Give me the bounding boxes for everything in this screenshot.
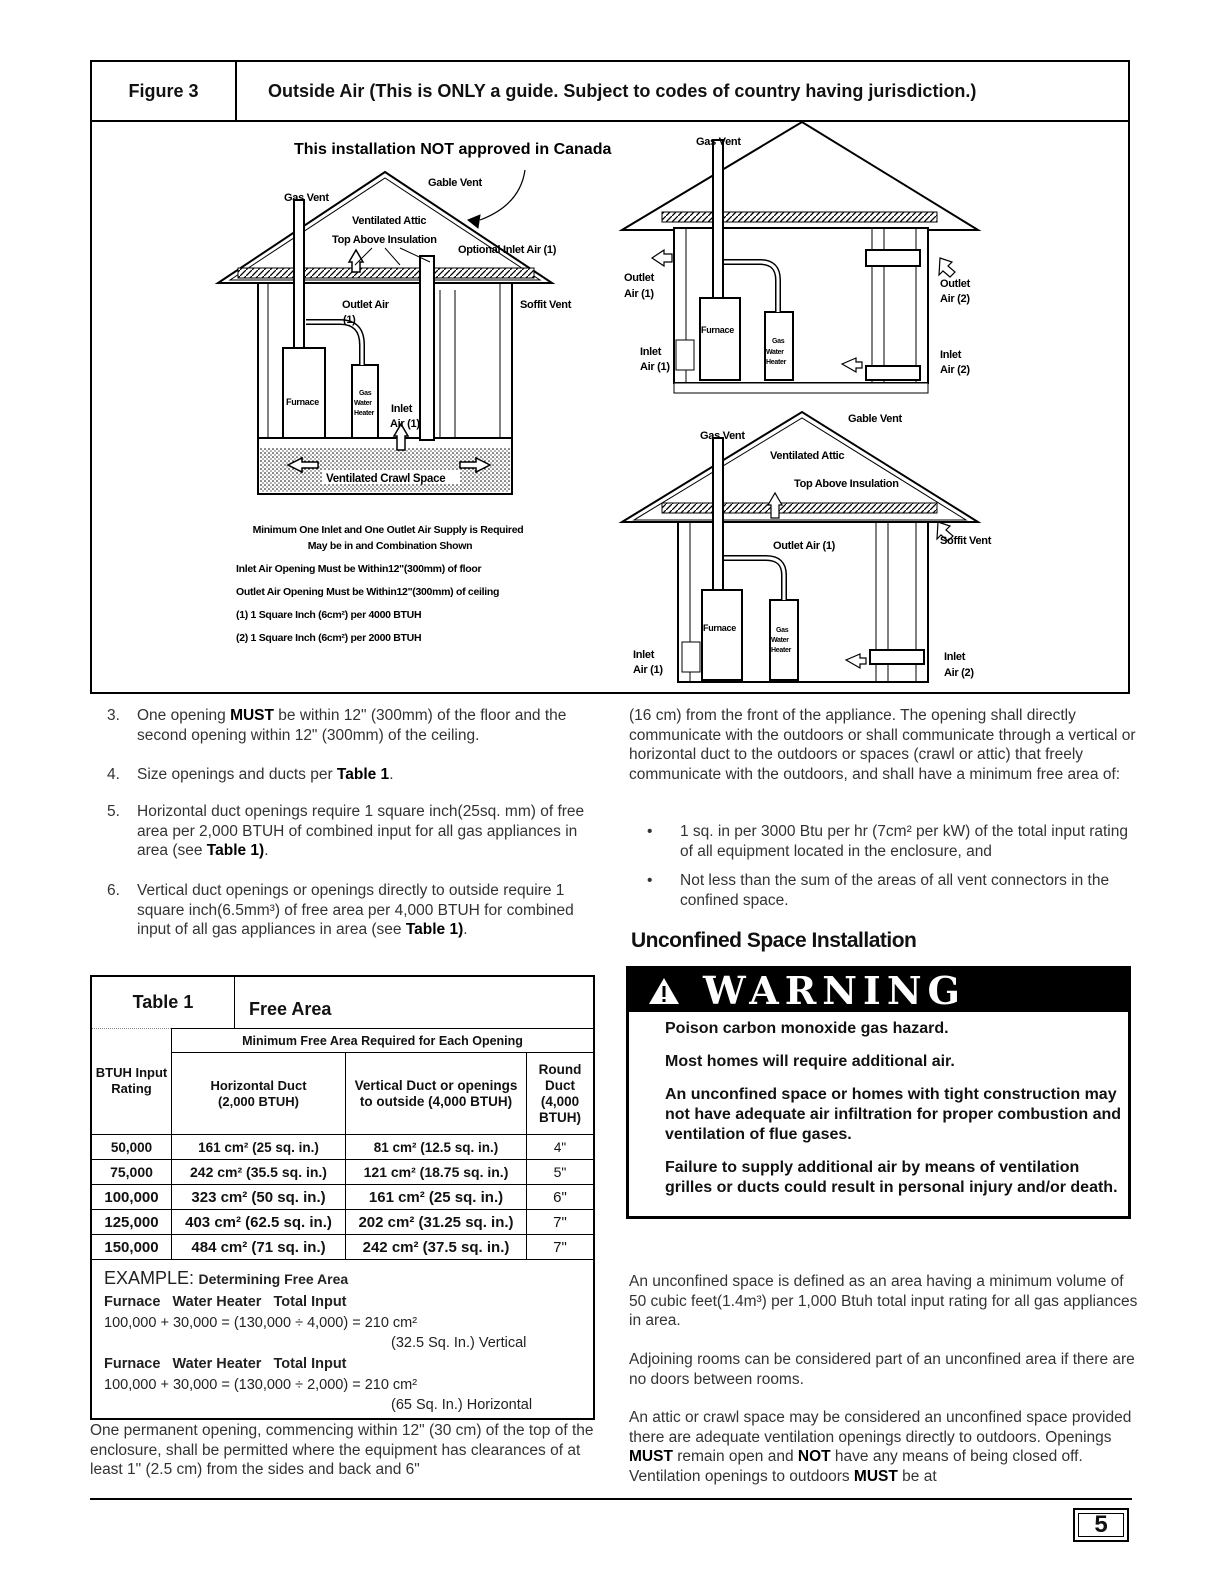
rb-label-ventilated-attic: Ventilated Attic <box>770 450 845 462</box>
rb-label-top-above: Top Above Insulation <box>794 478 899 490</box>
rb-label-furnace: Furnace <box>703 623 736 633</box>
table-row: 100,000 323 cm² (50 sq. in.) 161 cm² (25 sq. in.) 6" <box>92 1185 593 1210</box>
rb-label-inlet-left-1: Inlet <box>633 649 655 661</box>
rt-label-inlet-left-1: Inlet <box>640 346 662 358</box>
label-ventilated-attic: Ventilated Attic <box>352 215 427 227</box>
label-outlet-air: Outlet Air <box>342 299 389 311</box>
warning-text: Poison carbon monoxide gas hazard. Most homes will require additional air. An unconfined space or homes with tight construction may not have adequate air infiltration for proper combustion and ventilation of flue gases. Failure to supply additional air by means of ventilation grilles or ducts could result in personal injury and/or death. <box>665 1020 1122 1196</box>
note-2: May be in and Combination Shown <box>307 540 473 552</box>
label-inlet-air-num: Air (1) <box>390 418 420 430</box>
rt-label-furnace: Furnace <box>701 325 734 335</box>
table-tag: Table 1 <box>92 977 235 1029</box>
warning-word: WARNING <box>703 967 967 1013</box>
bullet-1: 1 sq. in per 3000 Btu per hr (7cm² per kW) of the total input rating of all equipment located in the enclosure, and <box>680 823 1128 860</box>
rb-label-heater-heater: Heater <box>771 647 791 654</box>
col-vertical: Vertical Duct or openings to outside (4,000 BTUH) <box>346 1053 527 1135</box>
label-gas-vent: Gas Vent <box>284 192 329 204</box>
rt-label-heater-heater: Heater <box>766 359 786 366</box>
rb-label-gable-vent: Gable Vent <box>848 413 902 425</box>
list-item-5: 5. Horizontal duct openings require 1 square inch(25sq. mm) of free area per 2,000 BTUH of combined input for all gas appliances in area (see Table 1). <box>107 803 585 859</box>
left-bottom-paragraph: One permanent opening, commencing within 12" (30 cm) of the top of the enclosure, shall be permitted where the equipment has clearances of at least 1" (2.5 cm) from the sides and back and 6" <box>90 1422 594 1478</box>
right-paragraph-2: An unconfined space is defined as an area having a minimum volume of 50 cubic feet(1.4m³) per 1,000 Btuh total input rating for all gas appliances in area. <box>629 1273 1138 1329</box>
rb-label-gas-vent: Gas Vent <box>700 430 745 442</box>
rt-label-outlet-left-2: Air (1) <box>624 288 654 300</box>
table-row: 150,000 484 cm² (71 sq. in.) 242 cm² (37.5 sq. in.) 7" <box>92 1235 593 1260</box>
label-furnace: Furnace <box>286 397 319 407</box>
col-round: Round Duct (4,000 BTUH) <box>527 1053 594 1135</box>
table-title: Free Area <box>249 999 332 1019</box>
rb-label-heater-water: Water <box>771 637 789 644</box>
rb-label-inlet-left-2: Air (1) <box>633 664 663 676</box>
rt-label-heater-gas: Gas <box>772 338 785 345</box>
label-soffit-vent: Soffit Vent <box>520 299 572 311</box>
right-paragraph-1: (16 cm) from the front of the appliance. The opening shall directly communicate with the outdoors or shall communicate through a vertical or horizontal duct to the outdoors or spaces (crawl or attic) that freely communicate with the outdoors, and shall have a minimum free area of: <box>629 707 1136 783</box>
label-inlet-air: Inlet <box>391 403 413 415</box>
note-1: Minimum One Inlet and One Outlet Air Supply is Required <box>252 524 524 536</box>
group-header: Minimum Free Area Required for Each Opening <box>172 1029 594 1053</box>
bullet-dot-1: • <box>647 823 653 840</box>
footer-rule <box>90 1498 1132 1500</box>
rb-label-heater-gas: Gas <box>776 627 789 634</box>
rb-label-outlet-air: Outlet Air (1) <box>773 540 836 552</box>
left-diagram-heading: This installation NOT approved in Canada <box>294 141 612 158</box>
note-3: Inlet Air Opening Must be Within12"(300mm) of floor <box>236 563 482 575</box>
warning-bar <box>629 969 1128 1012</box>
note-4: Outlet Air Opening Must be Within12"(300mm) of ceiling <box>236 586 500 598</box>
label-outlet-air-num: (1) <box>343 314 356 326</box>
label-top-above-insulation: Top Above Insulation <box>332 234 437 246</box>
page-number: 5 <box>1073 1508 1129 1542</box>
rb-label-inlet-right-2: Air (2) <box>944 667 974 679</box>
rt-label-inlet-right-2: Air (2) <box>940 364 970 376</box>
label-heater-heater: Heater <box>354 410 374 417</box>
rt-label-gas-vent: Gas Vent <box>696 136 741 148</box>
note-5: (1) 1 Square Inch (6cm²) per 4000 BTUH <box>236 609 422 621</box>
label-gable-vent: Gable Vent <box>428 177 482 189</box>
rt-label-outlet-right-2: Air (2) <box>940 293 970 305</box>
right-top-house-diagram <box>622 122 978 393</box>
rt-label-outlet-right-1: Outlet <box>940 278 970 290</box>
col-horizontal: Horizontal Duct (2,000 BTUH) <box>172 1053 346 1135</box>
rt-label-inlet-right-1: Inlet <box>940 349 962 361</box>
col-btuh: BTUH Input Rating <box>92 1029 172 1135</box>
bullet-dot-2: • <box>647 872 653 889</box>
table-1 <box>90 975 595 1420</box>
section-heading: Unconfined Space Installation <box>631 929 917 952</box>
rb-label-soffit-vent: Soffit Vent <box>940 535 992 547</box>
note-6: (2) 1 Square Inch (6cm²) per 2000 BTUH <box>236 632 422 644</box>
figure-label: Figure 3 <box>92 62 237 120</box>
right-paragraph-3: Adjoining rooms can be considered part of an unconfined area if there are no doors between rooms. <box>629 1351 1135 1388</box>
list-item-4: 4. Size openings and ducts per Table 1. <box>107 766 394 783</box>
label-heater-gas: Gas <box>359 390 372 397</box>
table-row: 75,000 242 cm² (35.5 sq. in.) 121 cm² (18.75 sq. in.) 5" <box>92 1160 593 1185</box>
label-crawl-space: Ventilated Crawl Space <box>326 473 446 485</box>
bullet-2: Not less than the sum of the areas of all vent connectors in the confined space. <box>680 872 1110 909</box>
rt-label-heater-water: Water <box>766 349 784 356</box>
free-area-table <box>92 1028 593 1260</box>
list-item-3: 3. One opening MUST be within 12" (300mm) of the floor and the second opening within 12" (300mm) of the ceiling. <box>107 707 567 744</box>
list-item-6: 6. Vertical duct openings or openings directly to outside require 1 square inch(6.5mm³) of free area per 4,000 BTUH for combined input of all gas appliances in area (see Table 1). <box>107 882 574 938</box>
warning-triangle-icon <box>647 976 681 1006</box>
figure-title: Outside Air (This is ONLY a guide. Subject to codes of country having jurisdiction.) <box>268 80 977 101</box>
table-row: 50,000 161 cm² (25 sq. in.) 81 cm² (12.5 sq. in.) 4" <box>92 1135 593 1160</box>
figure-diagrams <box>0 0 1224 700</box>
example-block: EXAMPLE: Determining Free Area Furnace Water Heater Total Input 100,000 + 30,000 = (130,000 ÷ 4,000) = 210 cm² (32.5 Sq. In.) Vertical Furnace Water Heater Total Input 100,000 + 30,000 = (130,000 ÷ 2,000) = 210 cm² (65 Sq. In.) Horizontal <box>104 1268 533 1413</box>
label-heater-water: Water <box>354 400 372 407</box>
table-row: 125,000 403 cm² (62.5 sq. in.) 202 cm² (31.25 sq. in.) 7" <box>92 1210 593 1235</box>
rb-label-inlet-right-1: Inlet <box>944 651 966 663</box>
right-paragraph-4: An attic or crawl space may be considered an unconfined space provided there are adequate ventilation openings directly to outdoors. Openings MUST remain open and NOT have any means of being closed off. Ventilation openings to outdoors MUST be at <box>629 1409 1132 1485</box>
label-optional-inlet: Optional Inlet Air (1) <box>458 244 557 256</box>
rt-label-inlet-left-2: Air (1) <box>640 361 670 373</box>
warning-box <box>626 966 1131 1219</box>
rt-label-outlet-left-1: Outlet <box>624 272 654 284</box>
